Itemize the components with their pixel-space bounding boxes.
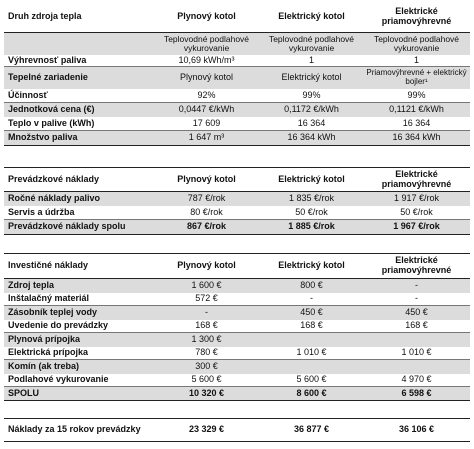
header-direct-electric: Elektrické priamovýhrevné <box>381 6 452 26</box>
table-row: Komín (ak treba) 300 € <box>4 360 470 374</box>
operating-costs-total-row: Prevádzkové náklady spolu 867 €/rok 1 885 €/rok 1 967 €/rok <box>4 220 470 235</box>
table-row: Elektrická prípojka 780 € 1 010 € 1 010 € <box>4 347 470 361</box>
table-row: Uvedenie do prevádzky 168 € 168 € 168 € <box>4 320 470 334</box>
header-gas-boiler: Plynový kotol <box>177 11 236 22</box>
table-row: Účinnosť 92% 99% 99% <box>4 89 470 103</box>
investment-costs-table <box>4 253 470 401</box>
header-heat-source-type: Druh zdroja tepla <box>8 11 82 22</box>
header-electric-boiler: Elektrický kotol <box>278 11 345 22</box>
operating-costs-table <box>4 167 470 235</box>
heat-source-table <box>4 2 470 146</box>
table-row: Zdroj tepla 1 600 € 800 € - <box>4 279 470 293</box>
operating-costs-header-row: Prevádzkové náklady Plynový kotol Elektrický kotol Elektrické priamovýhrevné <box>4 167 470 192</box>
table-row: Zásobník teplej vody - 450 € 450 € <box>4 306 470 320</box>
table-row: Plynová prípojka 1 300 € <box>4 333 470 347</box>
table-row: Teplovodné podlahové vykurovanie Teplovodné podlahové vykurovanie Teplovodné podlahové vykurovanie <box>4 33 470 55</box>
table-row: Servis a údržba 80 €/rok 50 €/rok 50 €/rok <box>4 206 470 220</box>
investment-costs-header-row: Investičné náklady Plynový kotol Elektrický kotol Elektrické priamovýhrevné <box>4 253 470 279</box>
table-row: Tepelné zariadenie Plynový kotol Elektrický kotol Priamovýhrevné + elektrický bojler¹ <box>4 67 470 89</box>
fifteen-year-costs-table <box>4 418 470 442</box>
table-row: Jednotková cena (€) 0,0447 €/kWh 0,1172 €/kWh 0,1121 €/kWh <box>4 103 470 117</box>
table-row: Množstvo paliva 1 647 m³ 16 364 kWh 16 364 kWh <box>4 131 470 146</box>
table-row: Teplo v palive (kWh) 17 609 16 364 16 364 <box>4 117 470 131</box>
table-row: Ročné náklady palivo 787 €/rok 1 835 €/rok 1 917 €/rok <box>4 192 470 206</box>
table-row: Inštalačný materiál 572 € - - <box>4 293 470 307</box>
heat-source-header-row <box>4 2 470 33</box>
table-row: Výhrevnosť paliva 10,69 kWh/m³ 1 1 <box>4 55 470 67</box>
fifteen-year-costs-row: Náklady za 15 rokov prevádzky 23 329 € 36 877 € 36 106 € <box>4 418 470 442</box>
investment-total-row: SPOLU 10 320 € 8 600 € 6 598 € <box>4 387 470 401</box>
table-row: Podlahové vykurovanie 5 600 € 5 600 € 4 970 € <box>4 374 470 388</box>
